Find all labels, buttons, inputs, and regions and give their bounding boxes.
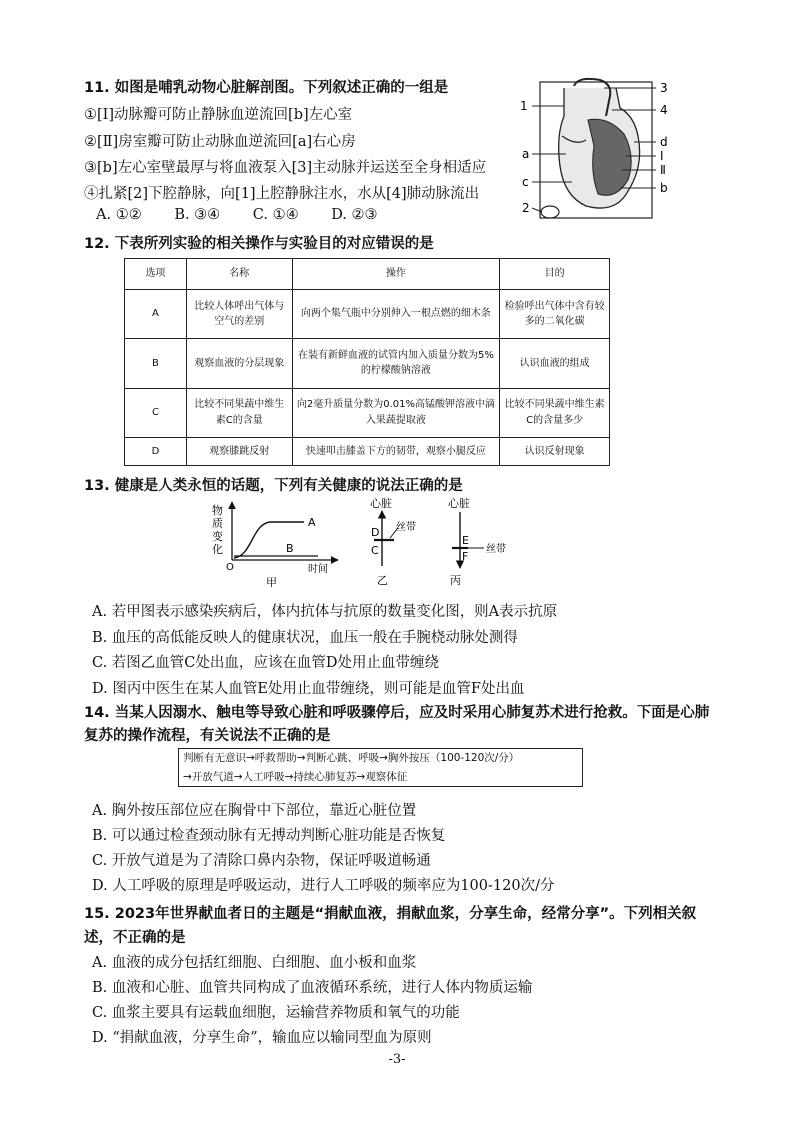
label-II: Ⅱ — [660, 163, 666, 177]
label-a: a — [522, 147, 530, 161]
table-cell-goal: 比较不同果蔬中维生素C的含量多少 — [500, 388, 610, 437]
q11-stem: 11. 如图是哺乳动物心脏解剖图。下列叙述正确的一组是 — [84, 80, 449, 96]
jia-label-a: A — [308, 516, 316, 529]
q11-statement-4: ④扎紧[2]下腔静脉，向[1]上腔静脉注水，水从[4]肺动脉流出 — [84, 186, 480, 202]
table-header-option: 选项 — [125, 259, 187, 290]
jia-ylabel-1: 物 — [212, 504, 223, 517]
jia-caption: 甲 — [266, 576, 277, 589]
q14-stem-line1: 14. 当某人因溺水、触电等导致心脏和呼吸骤停后，应及时采用心肺复苏术进行抢救。下面是心肺 — [84, 705, 710, 721]
bing-caption: 丙 — [450, 574, 461, 587]
label-3: 3 — [660, 81, 668, 95]
yi-band-label: 丝带 — [396, 522, 416, 533]
table-cell-operation: 向2毫升质量分数为0.01%高锰酸钾溶液中滴入果蔬提取液 — [292, 388, 500, 437]
q13-option-a[interactable]: A. 若甲图表示感染疾病后，体内抗体与抗原的数量变化图，则A表示抗原 — [92, 604, 558, 620]
q11-option-a[interactable]: A. ①② — [96, 207, 142, 223]
table-header-goal: 目的 — [500, 259, 610, 290]
q15-stem-line2: 述，不正确的是 — [84, 930, 186, 946]
table-row — [125, 339, 610, 388]
table-cell-operation: 在装有新鲜血液的试管内加入质量分数为5%的柠檬酸钠溶液 — [292, 339, 500, 388]
q11-option-d[interactable]: D. ②③ — [331, 207, 378, 223]
inferior-vena-cava — [541, 206, 559, 218]
label-I: Ⅰ — [660, 149, 664, 163]
heart-diagram — [516, 76, 676, 226]
experiment-table — [124, 258, 610, 466]
q13-stem: 13. 健康是人类永恒的话题，下列有关健康的说法正确的是 — [84, 478, 463, 494]
label-b: b — [660, 181, 668, 195]
label-1: 1 — [520, 99, 528, 113]
jia-ylabel-4: 化 — [212, 543, 223, 556]
q13-option-d[interactable]: D. 图丙中医生在某人血管E处用止血带缠绕，则可能是血管F处出血 — [92, 681, 525, 697]
label-d: d — [660, 135, 668, 149]
table-row — [125, 437, 610, 465]
q14-option-c[interactable]: C. 开放气道是为了清除口鼻内杂物，保证呼吸道畅通 — [92, 853, 431, 869]
jia-origin: O — [226, 562, 234, 573]
page-number: -3- — [388, 1052, 406, 1067]
figure-yi — [360, 496, 430, 590]
bing-heart-label: 心脏 — [448, 497, 470, 510]
label-4: 4 — [660, 103, 668, 117]
jia-ylabel-3: 变 — [212, 530, 223, 543]
bing-band-label: 丝带 — [486, 544, 506, 555]
yi-heart-label: 心脏 — [370, 497, 392, 510]
q14-option-a[interactable]: A. 胸外按压部位应在胸骨中下部位，靠近心脏位置 — [92, 803, 417, 819]
q12-stem: 12. 下表所列实验的相关操作与实验目的对应错误的是 — [84, 236, 434, 252]
table-cell-goal: 认识血液的组成 — [500, 339, 610, 388]
table-cell-option: B — [125, 339, 187, 388]
bing-label-e: E — [462, 534, 469, 547]
label-c: c — [522, 175, 529, 189]
table-cell-name: 比较不同果蔬中维生素C的含量 — [186, 388, 292, 437]
label-2: 2 — [522, 201, 530, 215]
table-header-name: 名称 — [186, 259, 292, 290]
table-row — [125, 290, 610, 339]
yi-label-d: D — [371, 526, 380, 539]
table-cell-name: 比较人体呼出气体与空气的差别 — [186, 290, 292, 339]
q15-option-a[interactable]: A. 血液的成分包括红细胞、白细胞、血小板和血浆 — [92, 955, 417, 971]
table-row — [125, 388, 610, 437]
table-cell-option: A — [125, 290, 187, 339]
figure-bing — [436, 496, 526, 590]
table-cell-goal: 认识反射现象 — [500, 437, 610, 465]
jia-ylabel-2: 质 — [212, 517, 223, 530]
q14-option-d[interactable]: D. 人工呼吸的原理是呼吸运动，进行人工呼吸的频率应为100-120次/分 — [92, 878, 555, 894]
yi-label-c: C — [371, 544, 379, 557]
q14-option-b[interactable]: B. 可以通过检查颈动脉有无搏动判断心脏功能是否恢复 — [92, 828, 446, 844]
q11-statement-3: ③[b]左心室壁最厚与将血液泵入[3]主动脉并运送至全身相适应 — [84, 160, 487, 176]
cpr-flow-box — [178, 748, 583, 787]
cpr-flow-line2: →开放气道→人工呼吸→持续心肺复苏→观察体征 — [183, 771, 408, 783]
figure-jia — [208, 498, 348, 590]
q11-statement-1: ①[Ⅰ]动脉瓣可防止静脉血逆流回[b]左心室 — [84, 107, 353, 123]
q13-option-b[interactable]: B. 血压的高低能反映人的健康状况，血压一般在手腕桡动脉处测得 — [92, 630, 518, 646]
yi-caption: 乙 — [377, 574, 388, 587]
q11-option-b[interactable]: B. ③④ — [174, 207, 221, 223]
table-cell-name: 观察膝跳反射 — [186, 437, 292, 465]
q15-option-c[interactable]: C. 血浆主要具有运载血细胞，运输营养物质和氧气的功能 — [92, 1005, 460, 1021]
table-cell-goal: 检验呼出气体中含有较多的二氧化碳 — [500, 290, 610, 339]
q15-stem-line1: 15. 2023年世界献血者日的主题是“捐献血液，捐献血浆，分享生命，经常分享”。下列相关叙 — [84, 906, 697, 922]
q11-option-c[interactable]: C. ①④ — [252, 207, 299, 223]
q15-option-d[interactable]: D. “捐献血液，分享生命”，输血应以输同型血为原则 — [92, 1030, 432, 1046]
q15-option-b[interactable]: B. 血液和心脏、血管共同构成了血液循环系统，进行人体内物质运输 — [92, 980, 533, 996]
q11-options — [96, 207, 406, 223]
table-cell-operation: 快速叩击膝盖下方的韧带，观察小腿反应 — [292, 437, 500, 465]
q14-stem-line2: 复苏的操作流程，有关说法不正确的是 — [84, 728, 331, 744]
cpr-flow-line1: 判断有无意识→呼救帮助→判断心跳、呼吸→胸外按压（100-120次/分） — [183, 752, 520, 764]
table-cell-name: 观察血液的分层现象 — [186, 339, 292, 388]
table-cell-option: D — [125, 437, 187, 465]
q11-statement-2: ②[Ⅱ]房室瓣可防止动脉血逆流回[a]右心房 — [84, 134, 356, 150]
q13-option-c[interactable]: C. 若图乙血管C处出血，应该在血管D处用止血带缠绕 — [92, 655, 440, 671]
bing-label-f: F — [462, 550, 469, 563]
jia-label-b: B — [286, 542, 294, 555]
jia-xlabel: 时间 — [308, 564, 328, 575]
table-header-row — [125, 259, 610, 290]
table-header-operation: 操作 — [292, 259, 500, 290]
table-cell-operation: 向两个集气瓶中分别伸入一根点燃的细木条 — [292, 290, 500, 339]
table-cell-option: C — [125, 388, 187, 437]
